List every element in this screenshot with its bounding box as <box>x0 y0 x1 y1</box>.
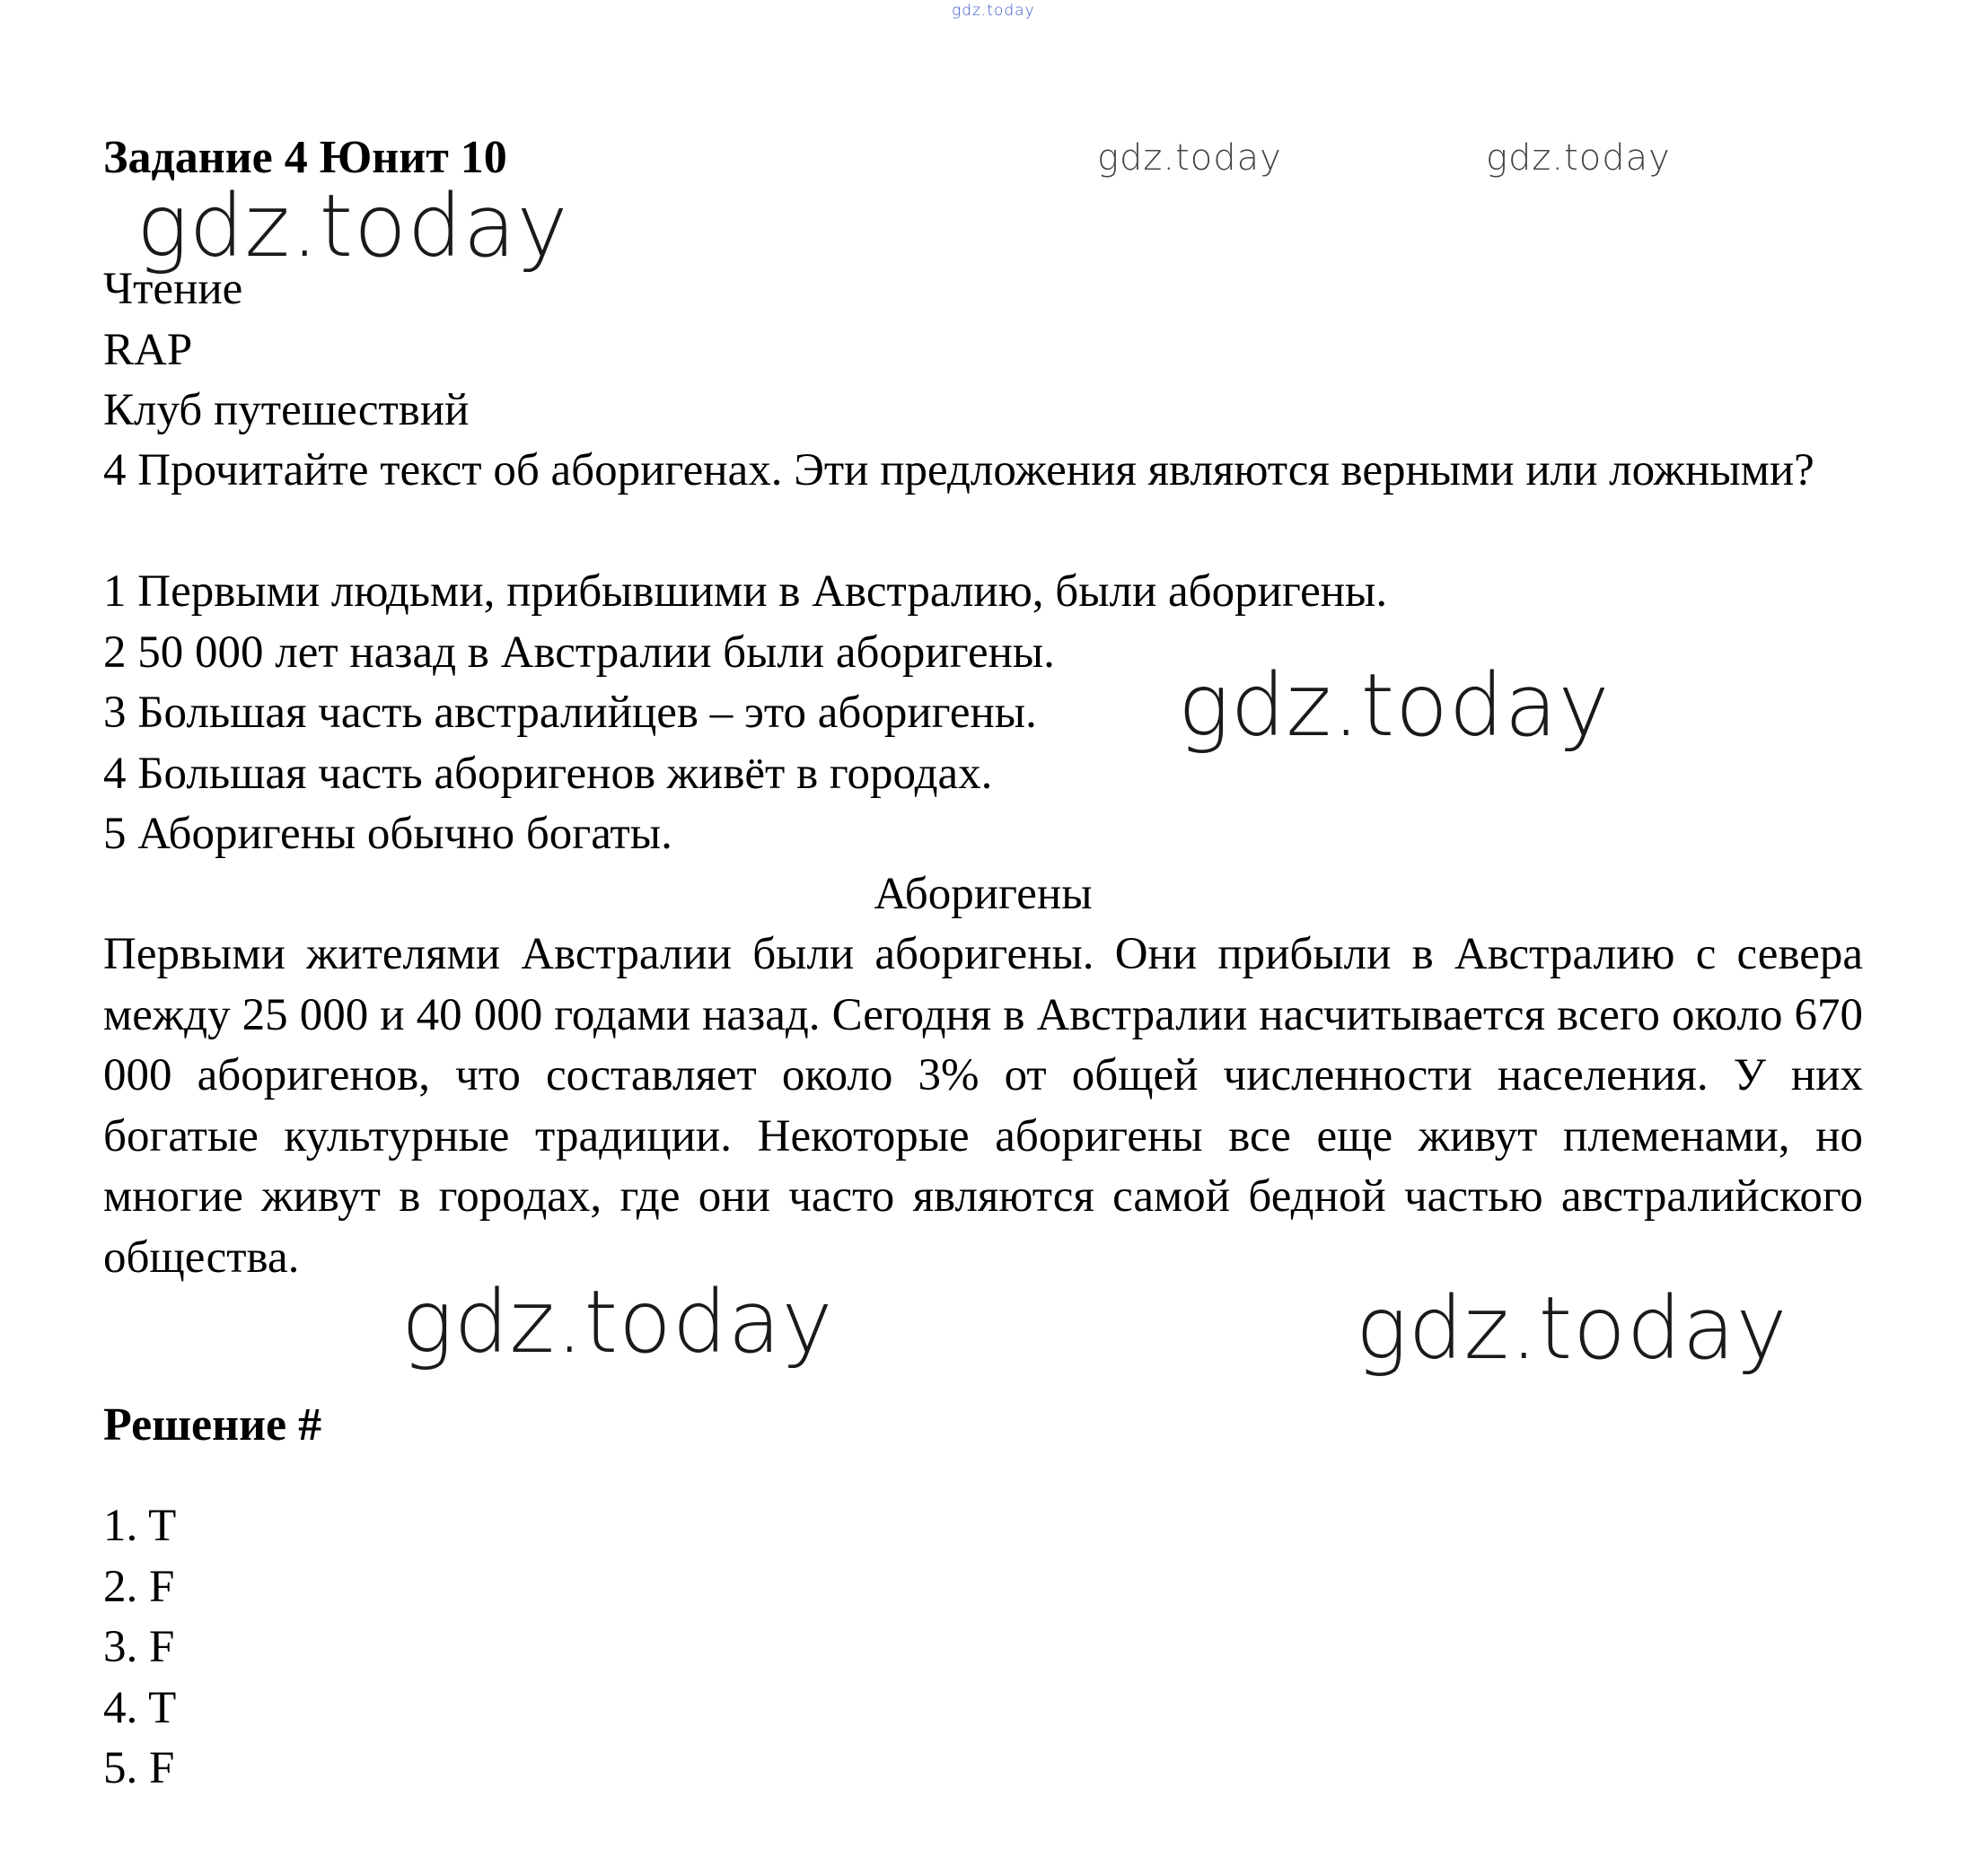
answer-item: 5. F <box>103 1743 175 1793</box>
answer-item: 2. F <box>103 1561 175 1612</box>
statement-item: 4 Большая часть аборигенов живёт в городах. <box>103 748 993 799</box>
answer-item: 1. T <box>103 1501 177 1551</box>
watermark-large-4: gdz.today <box>1356 1278 1788 1379</box>
watermark-header-1: gdz.today <box>1097 137 1282 179</box>
subsection-label: RAP <box>103 324 193 375</box>
statement-item: 2 50 000 лет назад в Австралии были аборигены. <box>103 627 1055 678</box>
watermark-header-2: gdz.today <box>1486 137 1671 179</box>
answer-item: 4. T <box>103 1682 177 1733</box>
task-meta <box>103 259 1863 442</box>
statement-item: 1 Первыми людьми, прибывшими в Австралию, были аборигены. <box>103 566 1388 617</box>
watermark-large-3: gdz.today <box>401 1272 834 1372</box>
statement-item: 3 Большая часть австралийцев – это аборигены. <box>103 688 1037 738</box>
watermark-large-2: gdz.today <box>1178 655 1611 756</box>
task-title: Задание 4 Юнит 10 <box>103 132 507 183</box>
reading-text-title: Аборигены <box>874 869 1093 919</box>
answer-item: 3. F <box>103 1622 175 1672</box>
task-instruction: 4 Прочитайте текст об аборигенах. Эти предложения являются верными или ложными? <box>103 445 1814 495</box>
watermark-top: gdz.today <box>952 2 1035 20</box>
reading-text-body: Первыми жителями Австралии были аборигены. Они прибыли в Австралию с севера между 25 000 и 40 000 годами назад. Сегодня в Австралии насчитывается всего около 670 000 аборигенов, что составляет около 3% от общей численности населения. У них богатые культурные традиции. Некоторые аборигены все еще живут племенами, но многие живут в городах, где они часто являются самой бедной частью австралийского общества. <box>103 929 1863 1283</box>
club-label: Клуб путешествий <box>103 385 470 435</box>
watermark-large-1: gdz.today <box>136 176 569 276</box>
solution-title: Решение # <box>103 1399 322 1451</box>
statement-item: 5 Аборигены обычно богаты. <box>103 809 672 859</box>
answer-list <box>103 1496 1863 1800</box>
section-label: Чтение <box>103 264 243 314</box>
